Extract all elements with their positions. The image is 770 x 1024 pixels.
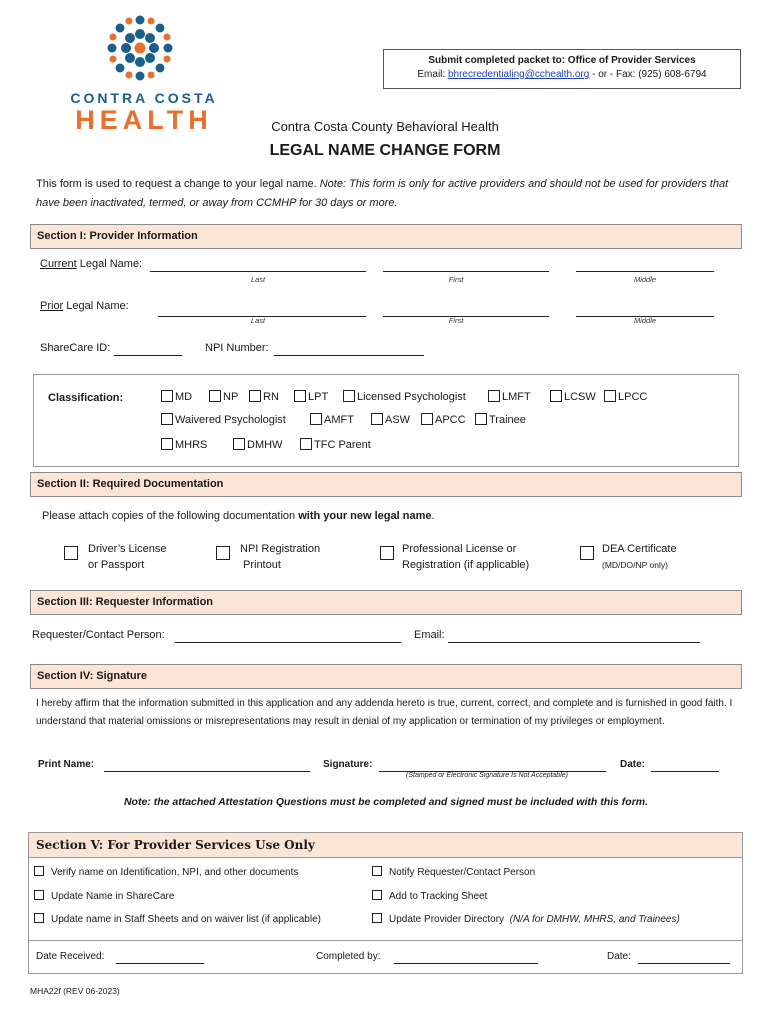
date-received-field[interactable] xyxy=(116,950,204,964)
logo-mark-icon xyxy=(104,12,176,84)
class-waivered-psychologist[interactable]: Waivered Psychologist xyxy=(161,413,286,426)
class-licensed-psychologist-checkbox[interactable] xyxy=(343,390,355,402)
date-received-label: Date Received: xyxy=(36,951,105,962)
requester-label: Requester/Contact Person: xyxy=(32,629,165,641)
signature-note: (Stamped or Electronic Signature Is Not Acceptable) xyxy=(406,772,568,779)
class-rn[interactable]: RN xyxy=(249,390,279,403)
section-3-header: Section III: Requester Information xyxy=(30,590,742,615)
intro-lead: This form is used to request a change to your legal name. xyxy=(36,178,317,190)
task-update-sharecare[interactable]: Update Name in ShareCare xyxy=(34,890,174,902)
class-dmhw-checkbox[interactable] xyxy=(233,438,245,450)
task-notify-requester[interactable]: Notify Requester/Contact Person xyxy=(372,866,535,878)
sharecare-id-label: ShareCare ID: xyxy=(40,342,111,354)
form-id: MHA22f (REV 06-2023) xyxy=(30,986,120,996)
task-verify-name-checkbox[interactable] xyxy=(34,866,44,876)
class-apcc-checkbox[interactable] xyxy=(421,413,433,425)
class-asw[interactable]: ASW xyxy=(371,413,410,426)
class-lpt-checkbox[interactable] xyxy=(294,390,306,402)
section-5-header: Section V: For Provider Services Use Only xyxy=(28,832,743,858)
attestation-note: Note: the attached Attestation Questions must be completed and signed must be included with this form. xyxy=(123,796,649,808)
org-name: Contra Costa County Behavioral Health xyxy=(271,119,499,134)
documentation-instruction: Please attach copies of the following documentation with your new legal name. xyxy=(42,510,435,522)
completed-date-field[interactable] xyxy=(638,950,730,964)
task-verify-name[interactable]: Verify name on Identification, NPI, and other documents xyxy=(34,866,298,878)
doc-dea-certificate-checkbox[interactable] xyxy=(580,546,594,560)
prior-middle-caption: Middle xyxy=(633,316,657,325)
logo-line2: HEALTH xyxy=(75,105,213,135)
completed-by-label: Completed by: xyxy=(316,951,381,962)
current-legal-name-label: Current Legal Name: xyxy=(40,258,143,270)
class-np-checkbox[interactable] xyxy=(209,390,221,402)
task-notify-requester-checkbox[interactable] xyxy=(372,866,382,876)
logo xyxy=(58,12,228,134)
class-np[interactable]: NP xyxy=(209,390,238,403)
task-add-tracking-checkbox[interactable] xyxy=(372,890,382,900)
class-lpcc[interactable]: LPCC xyxy=(604,390,647,403)
class-mhrs[interactable]: MHRS xyxy=(161,438,207,451)
doc-drivers-license-checkbox[interactable] xyxy=(64,546,78,560)
signature-date-field[interactable] xyxy=(651,758,719,772)
signature-date-label: Date: xyxy=(620,759,646,770)
class-tfc-parent[interactable]: TFC Parent xyxy=(300,438,371,451)
section-1-header: Section I: Provider Information xyxy=(30,224,742,249)
class-lcsw[interactable]: LCSW xyxy=(550,390,596,403)
class-lmft-checkbox[interactable] xyxy=(488,390,500,402)
class-trainee-checkbox[interactable] xyxy=(475,413,487,425)
requester-email-label: Email: xyxy=(414,629,445,641)
class-asw-checkbox[interactable] xyxy=(371,413,383,425)
requester-email-field[interactable] xyxy=(448,628,700,643)
intro-note: Note: This form is only for active providers and should not be used for providers that have been inactivated, termed, or away from CCMHP for 30 days or more. xyxy=(36,178,729,209)
task-update-staff-sheets[interactable]: Update name in Staff Sheets and on waiver list (if applicable) xyxy=(34,913,321,925)
class-tfc-parent-checkbox[interactable] xyxy=(300,438,312,450)
prior-last-field[interactable] xyxy=(158,302,366,317)
current-last-field[interactable] xyxy=(150,257,366,272)
completed-by-field[interactable] xyxy=(394,950,538,964)
doc-professional-license-checkbox[interactable] xyxy=(380,546,394,560)
submit-email-link[interactable]: bhrecredentialing@cchealth.org xyxy=(447,69,590,80)
classification-label: Classification: xyxy=(48,392,124,404)
class-rn-checkbox[interactable] xyxy=(249,390,261,402)
current-middle-caption: Middle xyxy=(633,275,657,284)
prior-middle-field[interactable] xyxy=(576,302,714,317)
class-lpcc-checkbox[interactable] xyxy=(604,390,616,402)
print-name-label: Print Name: xyxy=(38,759,95,770)
print-name-field[interactable] xyxy=(104,758,310,772)
signature-label: Signature: xyxy=(323,759,373,770)
class-md[interactable]: MD xyxy=(161,390,192,403)
class-lcsw-checkbox[interactable] xyxy=(550,390,562,402)
intro-text xyxy=(36,175,736,213)
task-update-staff-sheets-checkbox[interactable] xyxy=(34,913,44,923)
class-amft[interactable]: AMFT xyxy=(310,413,354,426)
signature-field[interactable] xyxy=(379,758,606,772)
task-update-directory[interactable]: Update Provider Directory (N/A for DMHW, MHRS, and Trainees) xyxy=(372,913,680,925)
affirmation-text: I hereby affirm that the information submitted in this application and any addenda hereto is true, current, correct, and complete and is furnished in good faith. I understand that material omissions or misrepresentations may result in denial of my application or termination of my privileges or employment. xyxy=(36,698,733,727)
current-last-caption: Last xyxy=(250,275,266,284)
requester-field[interactable] xyxy=(175,628,401,643)
class-trainee[interactable]: Trainee xyxy=(475,413,526,426)
section-4-header: Section IV: Signature xyxy=(30,664,742,689)
sharecare-id-field[interactable] xyxy=(114,341,182,356)
doc-npi-registration-checkbox[interactable] xyxy=(216,546,230,560)
class-amft-checkbox[interactable] xyxy=(310,413,322,425)
logo-line1: CONTRA COSTA xyxy=(70,90,218,106)
class-apcc[interactable]: APCC xyxy=(421,413,466,426)
task-update-sharecare-checkbox[interactable] xyxy=(34,890,44,900)
prior-first-caption: First xyxy=(448,316,464,325)
submit-fax: - or - Fax: (925) 608-6794 xyxy=(592,69,707,80)
npi-number-field[interactable] xyxy=(274,341,424,356)
class-licensed-psychologist[interactable]: Licensed Psychologist xyxy=(343,390,466,403)
task-add-tracking[interactable]: Add to Tracking Sheet xyxy=(372,890,487,902)
form-title: LEGAL NAME CHANGE FORM xyxy=(269,142,501,159)
class-dmhw[interactable]: DMHW xyxy=(233,438,282,451)
task-update-directory-checkbox[interactable] xyxy=(372,913,382,923)
section-2-header: Section II: Required Documentation xyxy=(30,472,742,497)
current-first-field[interactable] xyxy=(383,257,549,272)
submit-title: Submit completed packet to: Office of Provider Services xyxy=(428,55,696,66)
submit-email-label: Email: xyxy=(417,69,446,80)
class-md-checkbox[interactable] xyxy=(161,390,173,402)
class-waivered-psychologist-checkbox[interactable] xyxy=(161,413,173,425)
section-5-divider xyxy=(28,940,743,941)
completed-date-label: Date: xyxy=(607,951,631,962)
current-middle-field[interactable] xyxy=(576,257,714,272)
class-mhrs-checkbox[interactable] xyxy=(161,438,173,450)
submit-box xyxy=(383,49,741,89)
npi-number-label: NPI Number: xyxy=(205,342,269,354)
class-lpt[interactable]: LPT xyxy=(294,390,328,403)
prior-legal-name-label: Prior Legal Name: xyxy=(40,300,129,312)
class-lmft[interactable]: LMFT xyxy=(488,390,531,403)
prior-first-field[interactable] xyxy=(383,302,549,317)
prior-last-caption: Last xyxy=(250,316,266,325)
current-first-caption: First xyxy=(448,275,464,284)
